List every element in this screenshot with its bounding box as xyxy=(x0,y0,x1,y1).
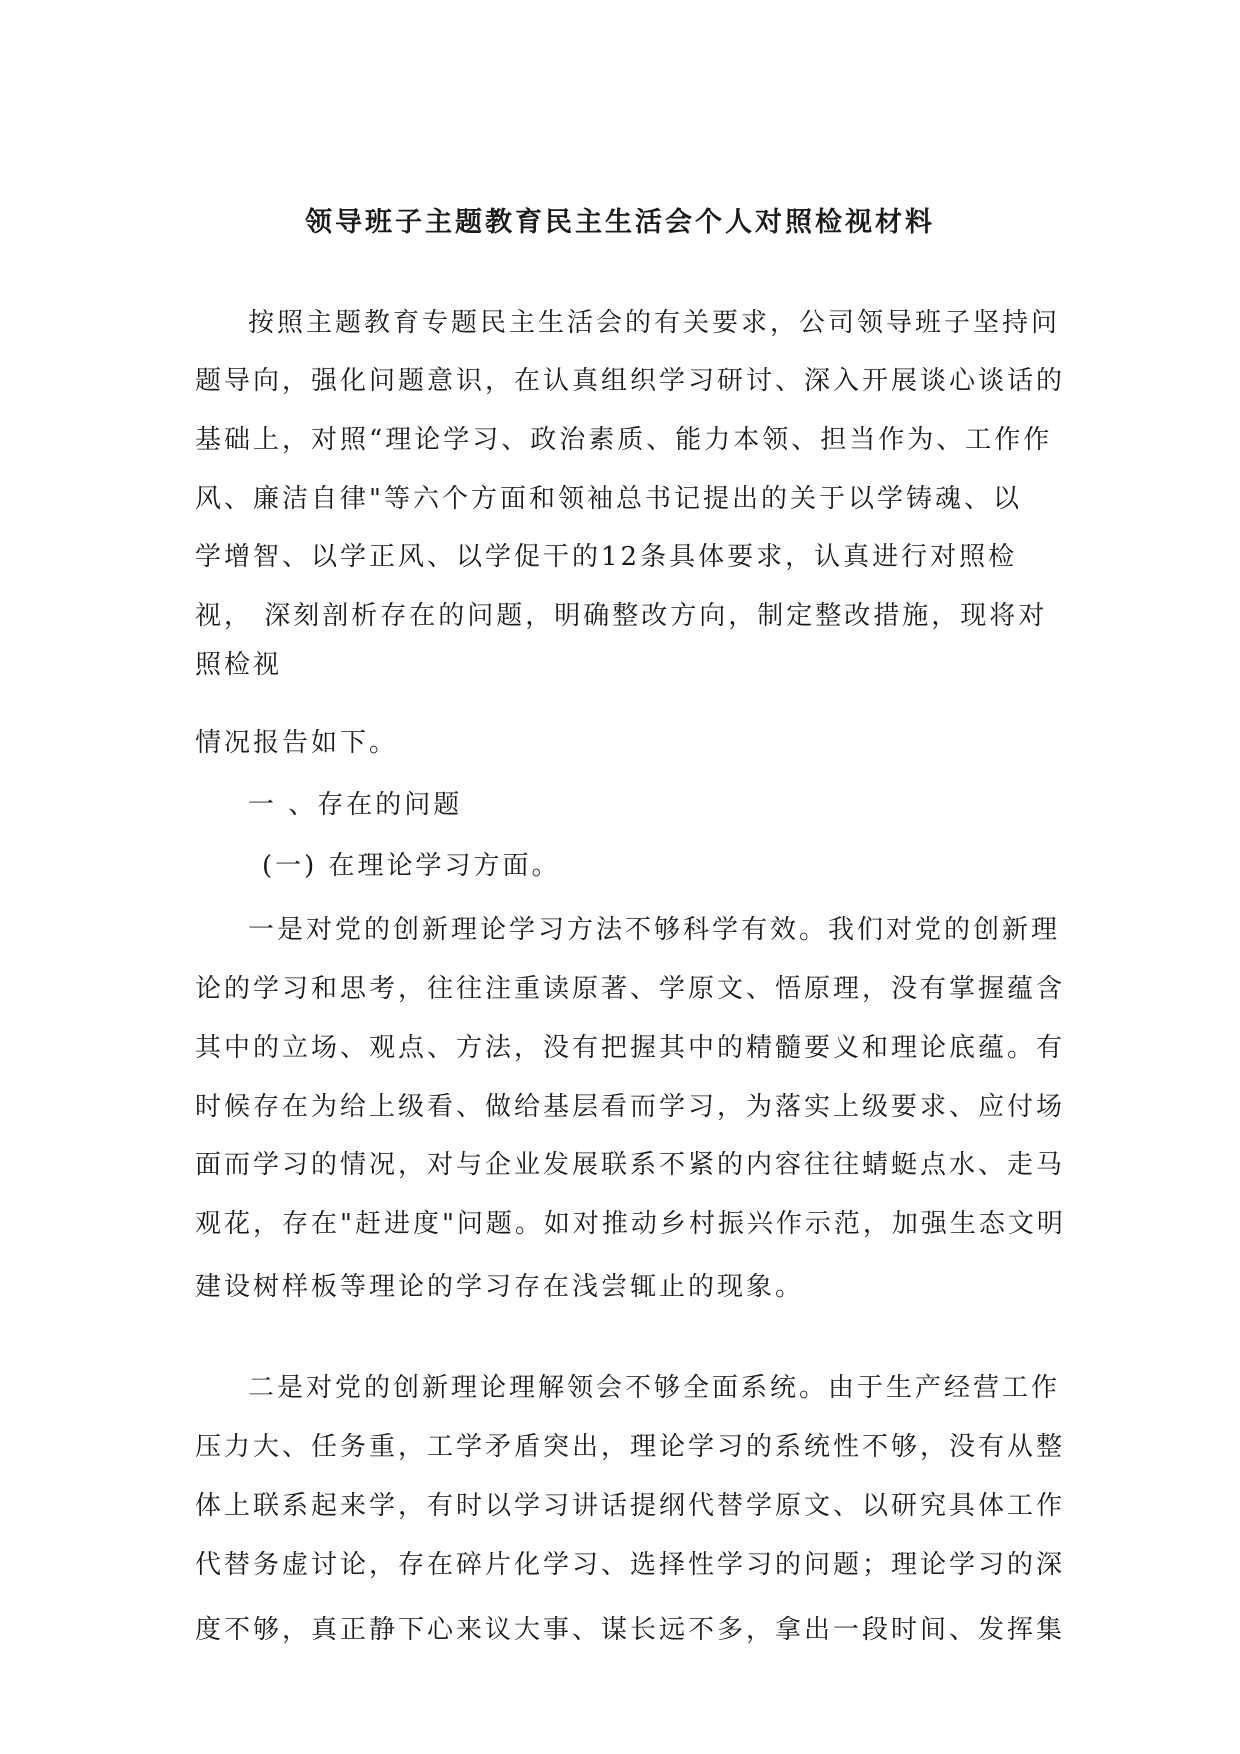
subsection-heading: (一) 在理论学习方面。 xyxy=(262,851,561,881)
section-heading: 一 、存在的问题 xyxy=(248,790,463,820)
intro-line: 题导向，强化问题意识，在认真组织学习研讨、深入开展谈心谈话的 xyxy=(195,366,1066,396)
paragraph-line: 面而学习的情况，对与企业发展联系不紧的内容往往蜻蜓点水、走马 xyxy=(195,1150,1066,1180)
intro-line: 基础上，对照“理论学习、政治素质、能力本领、担当作为、工作作 xyxy=(195,425,1053,455)
paragraph-line: 体上联系起来学，有时以学习讲话提纲代替学原文、以研究具体工作 xyxy=(195,1491,1066,1521)
paragraph-line: 时候存在为给上级看、做给基层看而学习，为落实上级要求、应付场 xyxy=(195,1092,1066,1122)
intro-line: 视， 深刻剖析存在的问题，明确整改方向，制定整改措施，现将对 xyxy=(195,601,1048,631)
paragraph-line: 度不够，真正静下心来议大事、谋长远不多，拿出一段时间、发挥集 xyxy=(195,1615,1066,1645)
intro-line: 风、廉洁自律"等六个方面和领袖总书记提出的关于以学铸魂、以 xyxy=(195,484,1022,514)
intro-line: 按照主题教育专题民主生活会的有关要求，公司领导班子坚持问 xyxy=(248,308,1061,338)
paragraph-line: 代替务虚讨论，存在碎片化学习、选择性学习的问题；理论学习的深 xyxy=(195,1550,1066,1580)
intro-line: 照检视 xyxy=(195,650,283,680)
paragraph-line: 一是对党的创新理论学习方法不够科学有效。我们对党的创新理 xyxy=(248,915,1061,945)
paragraph-line: 其中的立场、观点、方法，没有把握其中的精髓要义和理论底蕴。有 xyxy=(195,1033,1066,1063)
paragraph-line: 压力大、任务重，工学矛盾突出，理论学习的系统性不够，没有从整 xyxy=(195,1432,1066,1462)
intro-line: 学增智、以学正风、以学促干的12条具体要求，认真进行对照检 xyxy=(195,542,1018,572)
paragraph-line: 观花，存在"赶进度"问题。如对推动乡村振兴作示范，加强生态文明 xyxy=(195,1209,1066,1239)
paragraph-line: 论的学习和思考，往往注重读原著、学原文、悟原理，没有掌握蕴含 xyxy=(195,974,1066,1004)
intro-line: 情况报告如下。 xyxy=(195,728,399,758)
paragraph-line: 建设树样板等理论的学习存在浅尝辄止的现象。 xyxy=(195,1272,805,1302)
document-title: 领导班子主题教育民主生活会个人对照检视材料 xyxy=(305,207,935,238)
paragraph-line: 二是对党的创新理论理解领会不够全面系统。由于生产经营工作 xyxy=(248,1373,1061,1403)
